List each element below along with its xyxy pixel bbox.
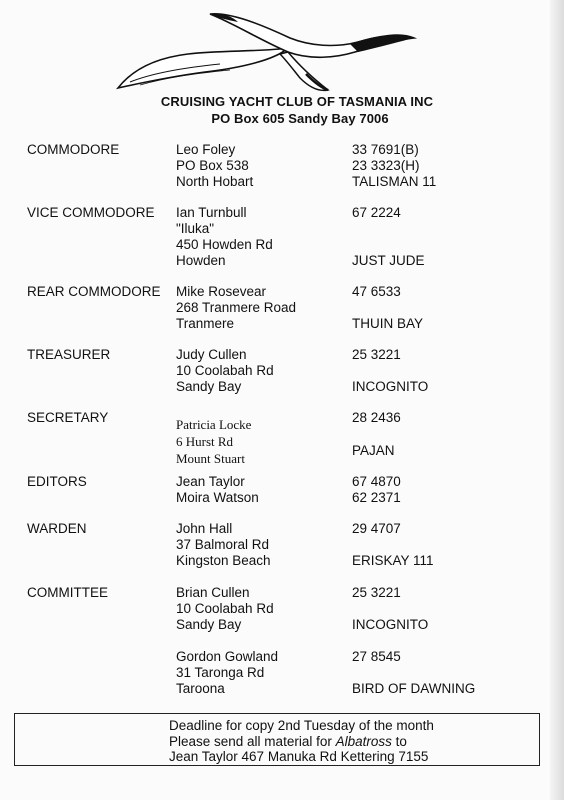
officer-boat: JUST JUDE <box>352 253 425 268</box>
officer-house-name: "Iluka" <box>176 221 215 236</box>
officer-role: WARDEN <box>27 521 87 536</box>
officer-role: EDITORS <box>27 474 87 489</box>
club-header <box>0 93 564 127</box>
officer-details <box>176 474 259 506</box>
officer-boat: INCOGNITO <box>352 379 429 394</box>
officer-address: 6 Hurst Rd <box>176 434 234 449</box>
officer-phone-business: 33 7691(B) <box>352 142 419 157</box>
officer-suburb: Mount Stuart <box>176 451 245 466</box>
officer-name: Gordon Gowland <box>176 649 279 664</box>
submission-line <box>169 734 434 750</box>
officer-suburb: Sandy Bay <box>176 379 242 394</box>
officer-boat: BIRD OF DAWNING <box>352 681 476 696</box>
officer-phone-home: 23 3323(H) <box>352 158 420 173</box>
officer-name: Ian Turnbull <box>176 205 247 220</box>
officer-name: Judy Cullen <box>176 347 247 362</box>
officer-role: COMMITTEE <box>27 585 108 600</box>
officer-address: 450 Howden Rd <box>176 237 273 252</box>
deadline-box <box>14 713 540 766</box>
officer-boat: ERISKAY 111 <box>352 553 434 568</box>
officer-role: TREASURER <box>27 347 111 362</box>
officer-phone: 67 2224 <box>352 205 401 220</box>
officer-boat: PAJAN <box>352 443 395 458</box>
officer-details <box>176 416 251 467</box>
officer-suburb: Sandy Bay <box>176 617 242 632</box>
officer-address: 10 Coolabah Rd <box>176 601 274 616</box>
officer-phone: 25 3221 <box>352 585 401 600</box>
officer-boat: INCOGNITO <box>352 617 429 632</box>
officer-contact <box>352 585 428 633</box>
officer-suburb: Howden <box>176 253 226 268</box>
officer-suburb: Kingston Beach <box>176 553 271 568</box>
officer-details <box>176 142 253 190</box>
officer-address: PO Box 538 <box>176 158 249 173</box>
albatross-logo <box>110 8 420 96</box>
club-address: PO Box 605 Sandy Bay 7006 <box>211 111 389 126</box>
deadline-text <box>169 718 434 765</box>
deadline-line: Deadline for copy 2nd Tuesday of the month <box>169 718 434 733</box>
officer-details <box>176 347 274 395</box>
officer-name: Mike Rosevear <box>176 284 267 299</box>
officer-role: SECRETARY <box>27 410 109 425</box>
officer-address: 10 Coolabah Rd <box>176 363 274 378</box>
officer-contact <box>352 205 425 269</box>
officer-phone: 29 4707 <box>352 521 401 536</box>
officer-address: 37 Balmoral Rd <box>176 537 270 552</box>
officer-details <box>176 521 271 569</box>
officer-boat: TALISMAN 11 <box>352 174 437 189</box>
officer-suburb: North Hobart <box>176 174 254 189</box>
officer-phone: 25 3221 <box>352 347 401 362</box>
officer-name: John Hall <box>176 521 233 536</box>
officer-address: 268 Tranmere Road <box>176 300 297 315</box>
editor-phone: 67 4870 <box>352 474 401 489</box>
officer-contact <box>352 521 434 569</box>
officer-contact <box>352 284 423 332</box>
officer-name: Brian Cullen <box>176 585 250 600</box>
officer-details <box>176 205 273 269</box>
newsletter-title: Albatross <box>335 733 392 749</box>
officer-details <box>176 649 278 697</box>
officer-address: 31 Taronga Rd <box>176 665 265 680</box>
officer-role: VICE COMMODORE <box>27 205 155 220</box>
editor-name: Jean Taylor <box>176 474 245 489</box>
officer-contact <box>352 410 401 459</box>
officer-suburb: Tranmere <box>176 316 235 331</box>
officer-details <box>176 284 296 332</box>
officer-phone: 27 8545 <box>352 649 401 664</box>
editor-phone: 62 2371 <box>352 490 401 505</box>
officer-name: Leo Foley <box>176 142 236 157</box>
officer-phone: 47 6533 <box>352 284 401 299</box>
officer-boat: THUIN BAY <box>352 316 424 331</box>
officer-details <box>176 585 274 633</box>
officer-role: REAR COMMODORE <box>27 284 161 299</box>
submission-suffix: to <box>391 733 407 749</box>
officer-contact <box>352 142 436 190</box>
officer-suburb: Taroona <box>176 681 225 696</box>
officer-name: Patricia Locke <box>176 417 252 432</box>
officer-role: COMMODORE <box>27 142 120 157</box>
officer-contact <box>352 347 428 395</box>
officer-phone: 28 2436 <box>352 410 401 425</box>
editor-address-line: Jean Taylor 467 Manuka Rd Kettering 7155 <box>169 749 429 764</box>
officer-contact <box>352 649 475 697</box>
editor-name: Moira Watson <box>176 490 259 505</box>
officer-contact <box>352 474 401 506</box>
club-name: CRUISING YACHT CLUB OF TASMANIA INC <box>160 94 434 109</box>
submission-prefix: Please send all material for <box>169 733 336 749</box>
